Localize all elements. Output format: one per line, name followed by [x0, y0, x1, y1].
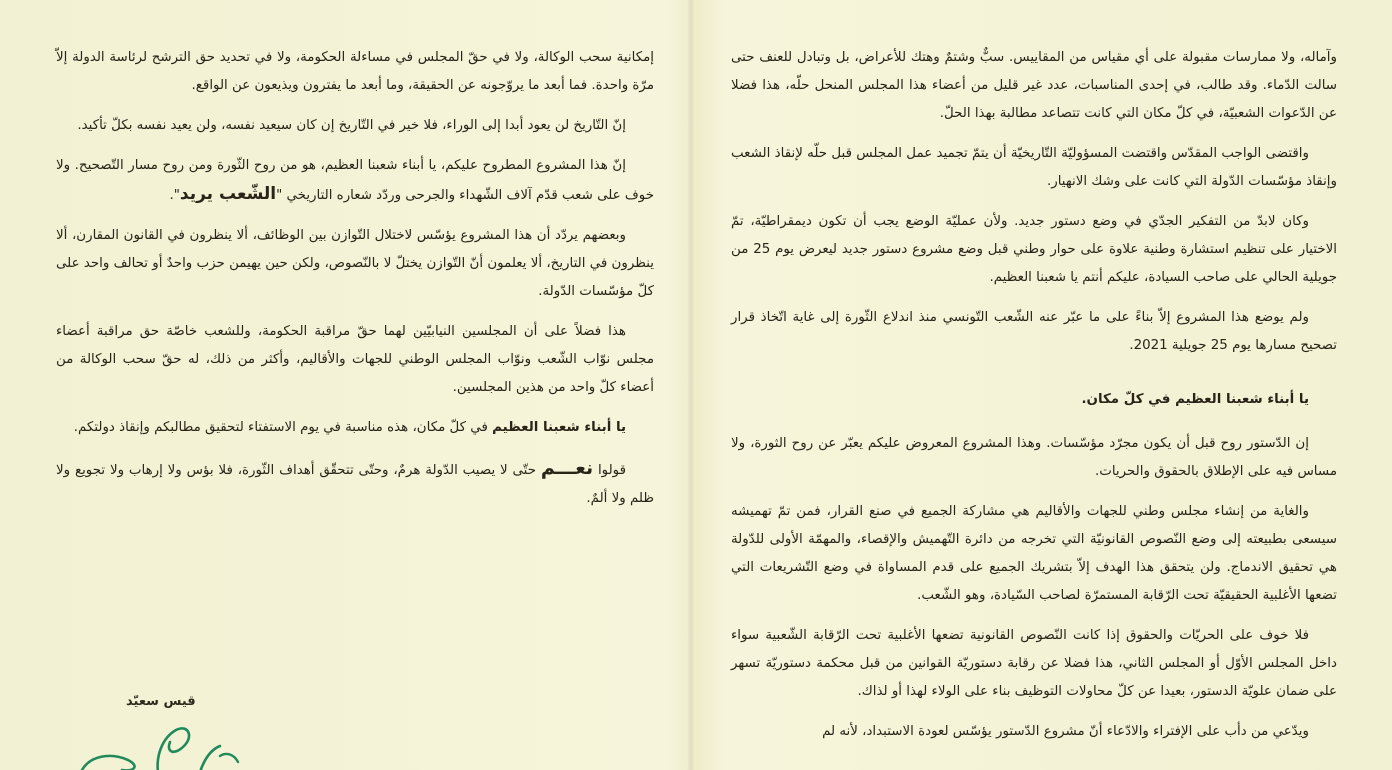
paragraph: ويدّعي من دأب على الإفتراء والادّعاء أنّ مشروع الدّستور يؤسّس لعودة الاستبداد، لأنه لم [822, 724, 1309, 739]
yes-word: نعـــم [540, 457, 594, 479]
paragraph: وبعضهم يردّد أن هذا المشروع يؤسّس لاختلال التّوازن بين الوظائف، ألا ينظرون في القانون المقارن، ألا ينظرون في التاريخ، ألا يعلمون أنّ التّوازن يختلّ لا بالنّصوص، ولكن حين يهيمن حزب واحدٌ أو تحالف واحد على كلّ مؤسّسات الدّولة. [56, 228, 654, 299]
bold-address: يا أبناء شعبنا العظيم [492, 420, 626, 435]
paragraph [56, 414, 654, 442]
paragraph [56, 152, 654, 210]
paragraph: هذا فضلاً على أن المجلسين النيابيّين لهما حقّ مراقبة الحكومة، وللشعب خاصّة حق مراقبة أعضاء مجلس نوّاب الشّعب ونوّاب المجلس الوطني للجهات والأقاليم، وأكثر من ذلك، له حقّ سحب الوكالة من أعضاء كلّ واحد من هذين المجلسين. [56, 324, 654, 395]
paragraph-text: حتّى لا يصيب الدّولة هرمٌ، وحتّى تتحقّق أهداف الثّورة، فلا بؤس ولا إرهاب ولا تجويع ولا ظلم ولا ألمٌ. [56, 463, 654, 506]
paragraph: واقتضى الواجب المقدّس واقتضت المسؤوليّة التّاريخيّة أن يتمّ تجميد عمل المجلس قبل حلّه لإنقاذ الشعب وإنقاذ مؤسّسات الدّولة التي كانت على وشك الانهيار. [731, 146, 1337, 189]
paragraph-text: إنّ هذا المشروع المطروح عليكم، يا أبناء شعبنا العظيم، هو من روح الثّورة ومن روح مسار التّصحيح. ولا خوف على شعب قدّم آلاف الشّهداء والجرحى وردّد شعاره التاريخي " [56, 158, 654, 203]
paragraph: إنّ التّاريخ لن يعود أبدا إلى الوراء، فلا خير في التّاريخ إن كان سيعيد نفسه، ولن يعيد نفسه بكلّ تأكيد. [77, 118, 626, 133]
paragraph: والغاية من إنشاء مجلس وطني للجهات والأقاليم هي مشاركة الجميع في صنع القرار، فمن تمّ تهميشه سيسعى بطبيعته إلى وضع النّصوص القانونيّة التي تخرجه من دائرة التّهميش والإقصاء، والمهمّة الأولى للدّولة هي تحقيق الاندماج. ولن يتحقق هذا الهدف إلاّ بتشريك الجميع على قدم المساواة في وضع التّشريعات التي تضعها الأغلبية الحقيقيّة تحت الرّقابة المستمرّة لصاحب السّيادة، وهو الشّعب. [731, 504, 1337, 603]
page-fold [688, 0, 694, 770]
right-text-column [731, 44, 1337, 758]
paragraph-text: في كلّ مكان، هذه مناسبة في يوم الاستفتاء لتحقيق مطالبكم وإنقاذ دولتكم. [73, 420, 493, 435]
section-heading: يا أبناء شعبنا العظيم في كلّ مكان. [1081, 392, 1309, 407]
paragraph: وكان لابدّ من التفكير الجدّي في وضع دستور جديد. ولأن عمليّة الوضع يجب أن تكون ديمقراطيّة، تمّ الاختيار على تنظيم استشارة وطنية علاوة على حوار وطني قبل وضع مشروع دستور جديد ليعرض يوم 25 من جويلية الحالي على صاحب السيادة، عليكم أنتم يا شعبنا العظيم. [731, 214, 1337, 285]
signature-name: قيس سعيّد [126, 694, 196, 709]
slogan-text: الشّعب يريد [179, 184, 277, 204]
left-text-column [56, 44, 654, 525]
paragraph: وآماله، ولا ممارسات مقبولة على أي مقياس من المقاييس. سبٌّ وشتمٌ وهتك للأعراض، بل وتبادل للعنف حتى سالت الدّماء. وقد طالب، في إحدى المناسبات، عدد غير قليل من أعضاء هذا المجلس المنحل حلّه، هذا فضلا عن الدّعوات الشعبيّة، في كلّ مكان التي كانت تتصاعد مطالبة بهذا الحلّ. [731, 50, 1337, 121]
paragraph: ولم يوضع هذا المشروع إلاّ بناءً على ما عبّر عنه الشّعب التّونسي منذ اندلاع الثّورة إلى غاية اتّخاذ قرار تصحيح مسارها يوم 25 جويلية 2021. [731, 310, 1337, 353]
paragraph: إن الدّستور روح قبل أن يكون مجرّد مؤسّسات. وهذا المشروع المعروض عليكم يعبّر عن روح الثورة، ولا مساس فيه على الإطلاق بالحقوق والحريات. [731, 436, 1337, 479]
paragraph: إمكانية سحب الوكالة، ولا في حقّ المجلس في مساءلة الحكومة، ولا في تحديد حق الترشح لرئاسة الدولة إلاّ مرّة واحدة. فما أبعد ما يروّجونه عن الحقيقة، وما أبعد ما يفترون ويذيعون عن الواقع. [56, 50, 654, 93]
paragraph: فلا خوف على الحريّات والحقوق إذا كانت النّصوص القانونية تضعها الأغلبية تحت الرّقابة الشّعبية سواء داخل المجلس الأوّل أو المجلس الثاني، هذا فضلا عن رقابة دستوريّة القوانين من قبل محكمة دستوريّة تسهر على ضمان علويّة الدستور، بعيدا عن كلّ محاولات التوظيف بناء على الولاء لهذا أو لذاك. [731, 628, 1337, 699]
paragraph-text: ". [169, 188, 180, 203]
paragraph [56, 454, 654, 513]
paragraph-text: قولوا [593, 463, 626, 478]
handwritten-signature [70, 716, 250, 770]
